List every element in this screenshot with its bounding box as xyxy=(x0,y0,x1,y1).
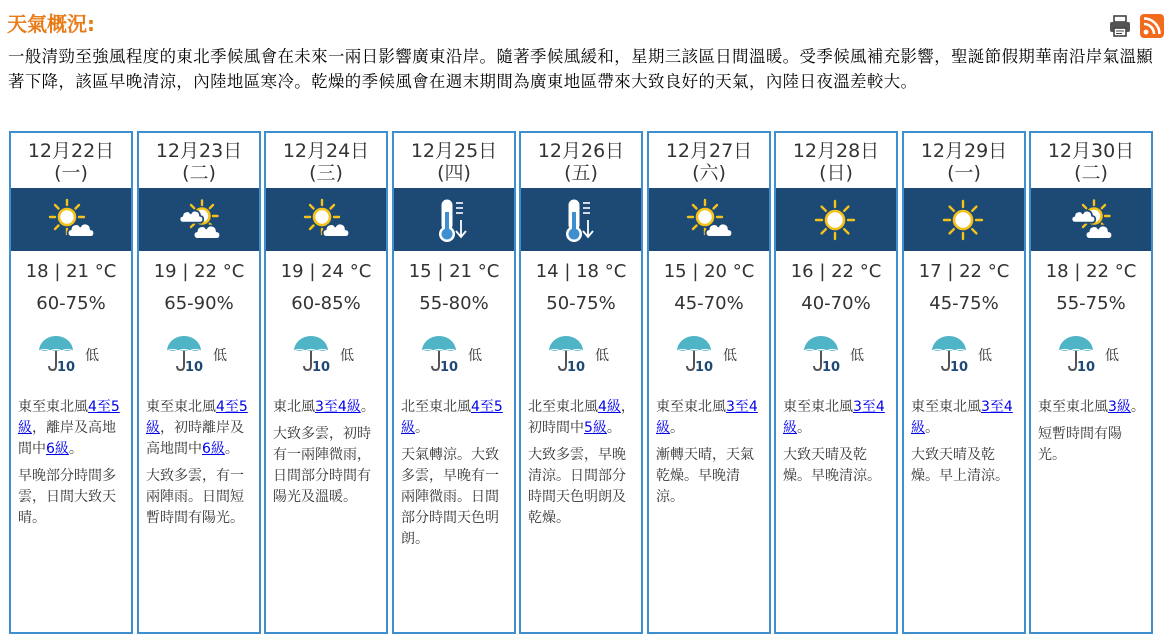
weather-description: 早晚部分時間多雲，日間大致天晴。 xyxy=(18,468,116,526)
wind-text: 。 xyxy=(1130,399,1145,415)
rain-probability-label: 低 xyxy=(978,348,992,364)
wind-text: 。 xyxy=(925,420,939,436)
forecast-weekday: (二) xyxy=(182,162,216,184)
sun-cloud-icon xyxy=(46,196,96,244)
toolbar xyxy=(1108,14,1164,38)
rain-probability-label: 低 xyxy=(340,348,354,364)
wind-force-link[interactable]: 3級 xyxy=(1108,399,1131,415)
weather-description: 大致多雲，有一兩陣雨。日間短暫時間有陽光。 xyxy=(146,468,244,526)
sunny-icon xyxy=(811,196,861,244)
humidity-range: 50-75% xyxy=(546,293,616,314)
forecast-weekday: (一) xyxy=(54,162,88,184)
weather-icon-band xyxy=(11,188,131,251)
forecast-date: 12月30日 xyxy=(1047,140,1135,162)
svg-text:10: 10 xyxy=(950,360,969,373)
wind-description xyxy=(911,397,1019,439)
wind-description xyxy=(528,397,636,439)
umbrella-icon xyxy=(1057,335,1103,373)
wind-text: ，離岸及高地間中 xyxy=(18,420,116,457)
weather-icon-band xyxy=(266,188,386,251)
wind-text: ，初時離岸及高地間中 xyxy=(146,420,244,457)
wind-text: 東至東北風 xyxy=(783,399,853,415)
wind-text: 。 xyxy=(797,420,811,436)
wind-description xyxy=(18,397,126,460)
page-title: 天氣概況: xyxy=(7,12,95,36)
forecast-date: 12月22日 xyxy=(27,140,115,162)
temperature-range: 17 | 22 °C xyxy=(918,261,1010,282)
temperature-range: 15 | 20 °C xyxy=(663,261,755,282)
umbrella-icon xyxy=(930,335,976,373)
forecast-weekday: (四) xyxy=(437,162,471,184)
weather-description: 大致天晴及乾燥。早上清涼。 xyxy=(911,447,1009,484)
humidity-range: 65-90% xyxy=(164,293,234,314)
wind-text: 。 xyxy=(415,420,429,436)
temperature-range: 15 | 21 °C xyxy=(408,261,500,282)
weather-icon-band xyxy=(776,188,896,251)
weather-description: 天氣轉涼。大致多雲，早晚有一兩陣微雨。日間部分時間天色明朗。 xyxy=(401,447,499,547)
forecast-day xyxy=(647,131,771,634)
rain-probability xyxy=(675,335,747,373)
humidity-range: 60-75% xyxy=(36,293,106,314)
forecast-day xyxy=(1029,131,1153,634)
cloud-sun-icon xyxy=(1066,196,1116,244)
svg-text:10: 10 xyxy=(185,360,204,373)
forecast-weekday: (三) xyxy=(309,162,343,184)
forecast-weekday: (一) xyxy=(947,162,981,184)
weather-description: 大致多雲，早晚清涼。日間部分時間天色明朗及乾燥。 xyxy=(528,447,626,526)
wind-description xyxy=(401,397,509,439)
forecast-day xyxy=(264,131,388,634)
weather-description: 大致多雲，初時有一兩陣微雨，日間部分時間有陽光及溫暖。 xyxy=(273,426,371,505)
humidity-range: 45-75% xyxy=(929,293,999,314)
weather-description: 短暫時間有陽光。 xyxy=(1038,426,1122,463)
temperature-range: 16 | 22 °C xyxy=(790,261,882,282)
forecast-date: 12月29日 xyxy=(920,140,1008,162)
forecast-day xyxy=(774,131,898,634)
wind-description xyxy=(273,397,381,418)
rain-probability-label: 低 xyxy=(723,348,737,364)
umbrella-icon xyxy=(37,335,83,373)
wind-force-link[interactable]: 4至5級 xyxy=(401,399,503,436)
wind-description xyxy=(146,397,254,460)
temperature-range: 19 | 24 °C xyxy=(280,261,372,282)
weather-icon-band xyxy=(394,188,514,251)
forecast-weekday: (日) xyxy=(819,162,853,184)
wind-text: 北至東北風 xyxy=(401,399,471,415)
wind-text: 東至東北風 xyxy=(18,399,88,415)
rain-probability xyxy=(547,335,619,373)
wind-text: 東至東北風 xyxy=(1038,399,1108,415)
wind-text: 。 xyxy=(224,441,239,457)
weather-description: 漸轉天晴，天氣乾燥。早晚清涼。 xyxy=(656,447,754,505)
svg-text:10: 10 xyxy=(440,360,459,373)
svg-text:10: 10 xyxy=(1077,360,1096,373)
temperature-range: 19 | 22 °C xyxy=(153,261,245,282)
forecast-weekday: (六) xyxy=(692,162,726,184)
humidity-range: 55-80% xyxy=(419,293,489,314)
forecast-date: 12月25日 xyxy=(410,140,498,162)
wind-text: ，初時間中 xyxy=(528,399,635,436)
wind-force-link[interactable]: 3至4級 xyxy=(911,399,1013,436)
forecast-day xyxy=(137,131,261,634)
cloud-sun-icon xyxy=(174,196,224,244)
humidity-range: 60-85% xyxy=(291,293,361,314)
rain-probability xyxy=(802,335,874,373)
rss-icon[interactable] xyxy=(1140,14,1164,38)
weather-description: 大致天晴及乾燥。早晚清涼。 xyxy=(783,447,881,484)
cold-thermometer-icon xyxy=(556,196,606,244)
rain-probability xyxy=(165,335,237,373)
wind-description xyxy=(1038,397,1146,418)
wind-force-link[interactable]: 5級 xyxy=(584,420,607,436)
wind-text: 北至東北風 xyxy=(528,399,598,415)
umbrella-icon xyxy=(420,335,466,373)
svg-text:10: 10 xyxy=(822,360,841,373)
forecast-day xyxy=(902,131,1026,634)
humidity-range: 55-75% xyxy=(1056,293,1126,314)
temperature-range: 18 | 21 °C xyxy=(25,261,117,282)
rain-probability-label: 低 xyxy=(213,348,227,364)
wind-force-link[interactable]: 4至5級 xyxy=(146,399,248,436)
forecast-day xyxy=(9,131,133,634)
forecast-weekday: (五) xyxy=(564,162,598,184)
forecast-date: 12月27日 xyxy=(665,140,753,162)
wind-description xyxy=(783,397,891,439)
wind-force-link[interactable]: 3至4級 xyxy=(656,399,758,436)
wind-force-link[interactable]: 4至5級 xyxy=(18,399,120,436)
forecast-date: 12月28日 xyxy=(792,140,880,162)
rain-probability xyxy=(1057,335,1129,373)
forecast-date: 12月24日 xyxy=(282,140,370,162)
wind-text: 東北風 xyxy=(273,399,315,415)
weather-summary: 一般清勁至強風程度的東北季候風會在未來一兩日影響廣東沿岸。隨著季候風緩和，星期三該區日間溫暖。受季候風補充影響，聖誕節假期華南沿岸氣溫顯著下降，該區早晚清涼，內陸地區寒冷。乾燥的季候風會在週末期間為廣東地區帶來大致良好的天氣，內陸日夜溫差較大。 xyxy=(8,47,1154,91)
weather-icon-band xyxy=(1031,188,1151,251)
weather-icon-band xyxy=(139,188,259,251)
wind-force-link[interactable]: 3至4級 xyxy=(783,399,885,436)
svg-text:10: 10 xyxy=(567,360,586,373)
rain-probability xyxy=(292,335,364,373)
forecast-date: 12月23日 xyxy=(155,140,243,162)
umbrella-icon xyxy=(802,335,848,373)
rain-probability-label: 低 xyxy=(850,348,864,364)
wind-force-link[interactable]: 6級 xyxy=(46,441,69,457)
wind-force-link[interactable]: 4級 xyxy=(598,399,621,415)
forecast-day xyxy=(519,131,643,634)
sun-cloud-icon xyxy=(301,196,351,244)
forecast-days xyxy=(9,131,1169,634)
umbrella-icon xyxy=(292,335,338,373)
rain-probability xyxy=(930,335,1002,373)
wind-text: 。 xyxy=(606,420,621,436)
svg-text:10: 10 xyxy=(57,360,76,373)
umbrella-icon xyxy=(547,335,593,373)
weather-icon-band xyxy=(649,188,769,251)
sunny-icon xyxy=(939,196,989,244)
rain-probability-label: 低 xyxy=(1105,348,1119,364)
temperature-range: 18 | 22 °C xyxy=(1045,261,1137,282)
forecast-day xyxy=(392,131,516,634)
wind-text: 。 xyxy=(68,441,83,457)
humidity-range: 40-70% xyxy=(801,293,871,314)
rain-probability xyxy=(420,335,492,373)
wind-description xyxy=(656,397,764,439)
humidity-range: 45-70% xyxy=(674,293,744,314)
sun-cloud-icon xyxy=(684,196,734,244)
rain-probability-label: 低 xyxy=(595,348,609,364)
rain-probability-label: 低 xyxy=(468,348,482,364)
wind-text: 。 xyxy=(670,420,684,436)
weather-icon-band xyxy=(521,188,641,251)
wind-force-link[interactable]: 6級 xyxy=(202,441,225,457)
wind-force-link[interactable]: 3至4級 xyxy=(315,399,361,415)
printer-icon[interactable] xyxy=(1108,14,1132,38)
wind-text: 東至東北風 xyxy=(911,399,981,415)
forecast-date: 12月26日 xyxy=(537,140,625,162)
wind-text: 。 xyxy=(360,399,375,415)
rain-probability xyxy=(37,335,109,373)
cold-thermometer-icon xyxy=(429,196,479,244)
wind-text: 東至東北風 xyxy=(656,399,726,415)
wind-text: 東至東北風 xyxy=(146,399,216,415)
forecast-weekday: (二) xyxy=(1074,162,1108,184)
svg-text:10: 10 xyxy=(312,360,331,373)
weather-icon-band xyxy=(904,188,1024,251)
svg-text:10: 10 xyxy=(695,360,714,373)
rain-probability-label: 低 xyxy=(85,348,99,364)
umbrella-icon xyxy=(675,335,721,373)
temperature-range: 14 | 18 °C xyxy=(535,261,627,282)
umbrella-icon xyxy=(165,335,211,373)
